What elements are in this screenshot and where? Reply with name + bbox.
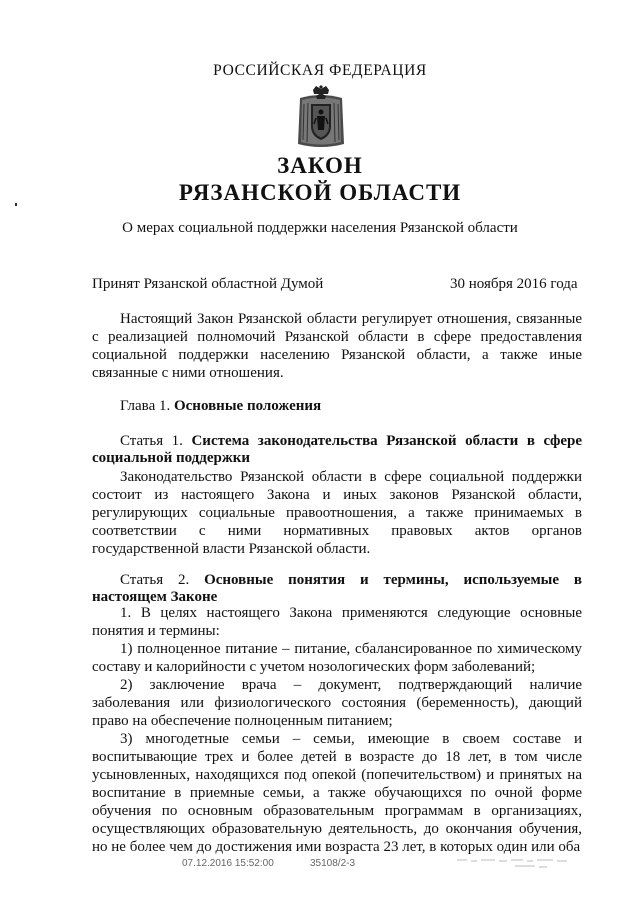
article1-prefix: Статья 1. xyxy=(120,433,192,449)
coat-of-arms-icon xyxy=(294,84,348,154)
law-subtitle: О мерах социальной поддержки населения Рязанской области xyxy=(122,220,518,236)
chapter-heading xyxy=(120,398,321,415)
adoption-date: 30 ноября 2016 года xyxy=(450,276,578,292)
preamble-text: Настоящий Закон Рязанской области регулирует отношения, связанные с реализацией полномочий Рязанской области в сфере предоставления социальной поддержки населению Рязанской области, а также иные связанные с ними отношения. xyxy=(92,311,582,381)
chapter-title: Основные положения xyxy=(173,398,322,414)
article2-heading xyxy=(92,572,582,606)
article1-heading xyxy=(92,433,582,467)
faint-stamp-marks xyxy=(455,856,575,870)
article2-p2: 1) полноценное питание – питание, сбалансированное по химическому составу и калорийности с учетом нозологических форм заболеваний; xyxy=(92,641,582,675)
footer-code: 35108/2-3 xyxy=(310,858,356,869)
article2-p4: 3) многодетные семьи – семьи, имеющие в своем составе и воспитывающие трех и более детей в возрасте до 18 лет, в том числе усыновленных, находящихся под опекой (попечительством) и принятых на воспитание в приемные семьи, а также обучающихся по очной форме обучения по основным образовательным программам в организациях, осуществляющих образовательную деятельность, до окончания обучения, но не более чем до достижения ими возраста 23 лет, в которых один или оба xyxy=(92,731,582,855)
law-title xyxy=(0,152,640,206)
article2-title: Основные понятия и термины, используемые в настоящем Законе xyxy=(92,572,582,605)
country-heading: РОССИЙСКАЯ ФЕДЕРАЦИЯ xyxy=(213,62,427,79)
article1-body xyxy=(92,468,582,558)
preamble xyxy=(92,310,582,382)
article1-text: Законодательство Рязанской области в сфере социальной поддержки состоит из настоящего Закона и иных законов Рязанской области, регулирующих социальные правоотношения, а также принимаемых в соответствии с ними нормативных правовых актов органов государственной власти Рязанской области. xyxy=(92,469,582,557)
article2-p3: 2) заключение врача – документ, подтверждающий наличие заболевания или физиологического состояния (беременность), дающий право на обеспечение полноценным питанием; xyxy=(92,677,582,729)
article2-body xyxy=(92,604,582,856)
adopted-by: Принят Рязанской областной Думой xyxy=(92,276,324,292)
law-title-line1: ЗАКОН xyxy=(277,153,363,178)
article2-p1: 1. В целях настоящего Закона применяются следующие основные понятия и термины: xyxy=(92,605,582,639)
law-title-line2: РЯЗАНСКОЙ ОБЛАСТИ xyxy=(178,180,462,205)
article2-prefix: Статья 2. xyxy=(120,572,205,588)
article1-title: Система законодательства Рязанской области в сфере социальной поддержки xyxy=(92,433,582,466)
footer-timestamp: 07.12.2016 15:52:00 xyxy=(182,858,274,869)
chapter-prefix: Глава 1. xyxy=(120,398,174,414)
